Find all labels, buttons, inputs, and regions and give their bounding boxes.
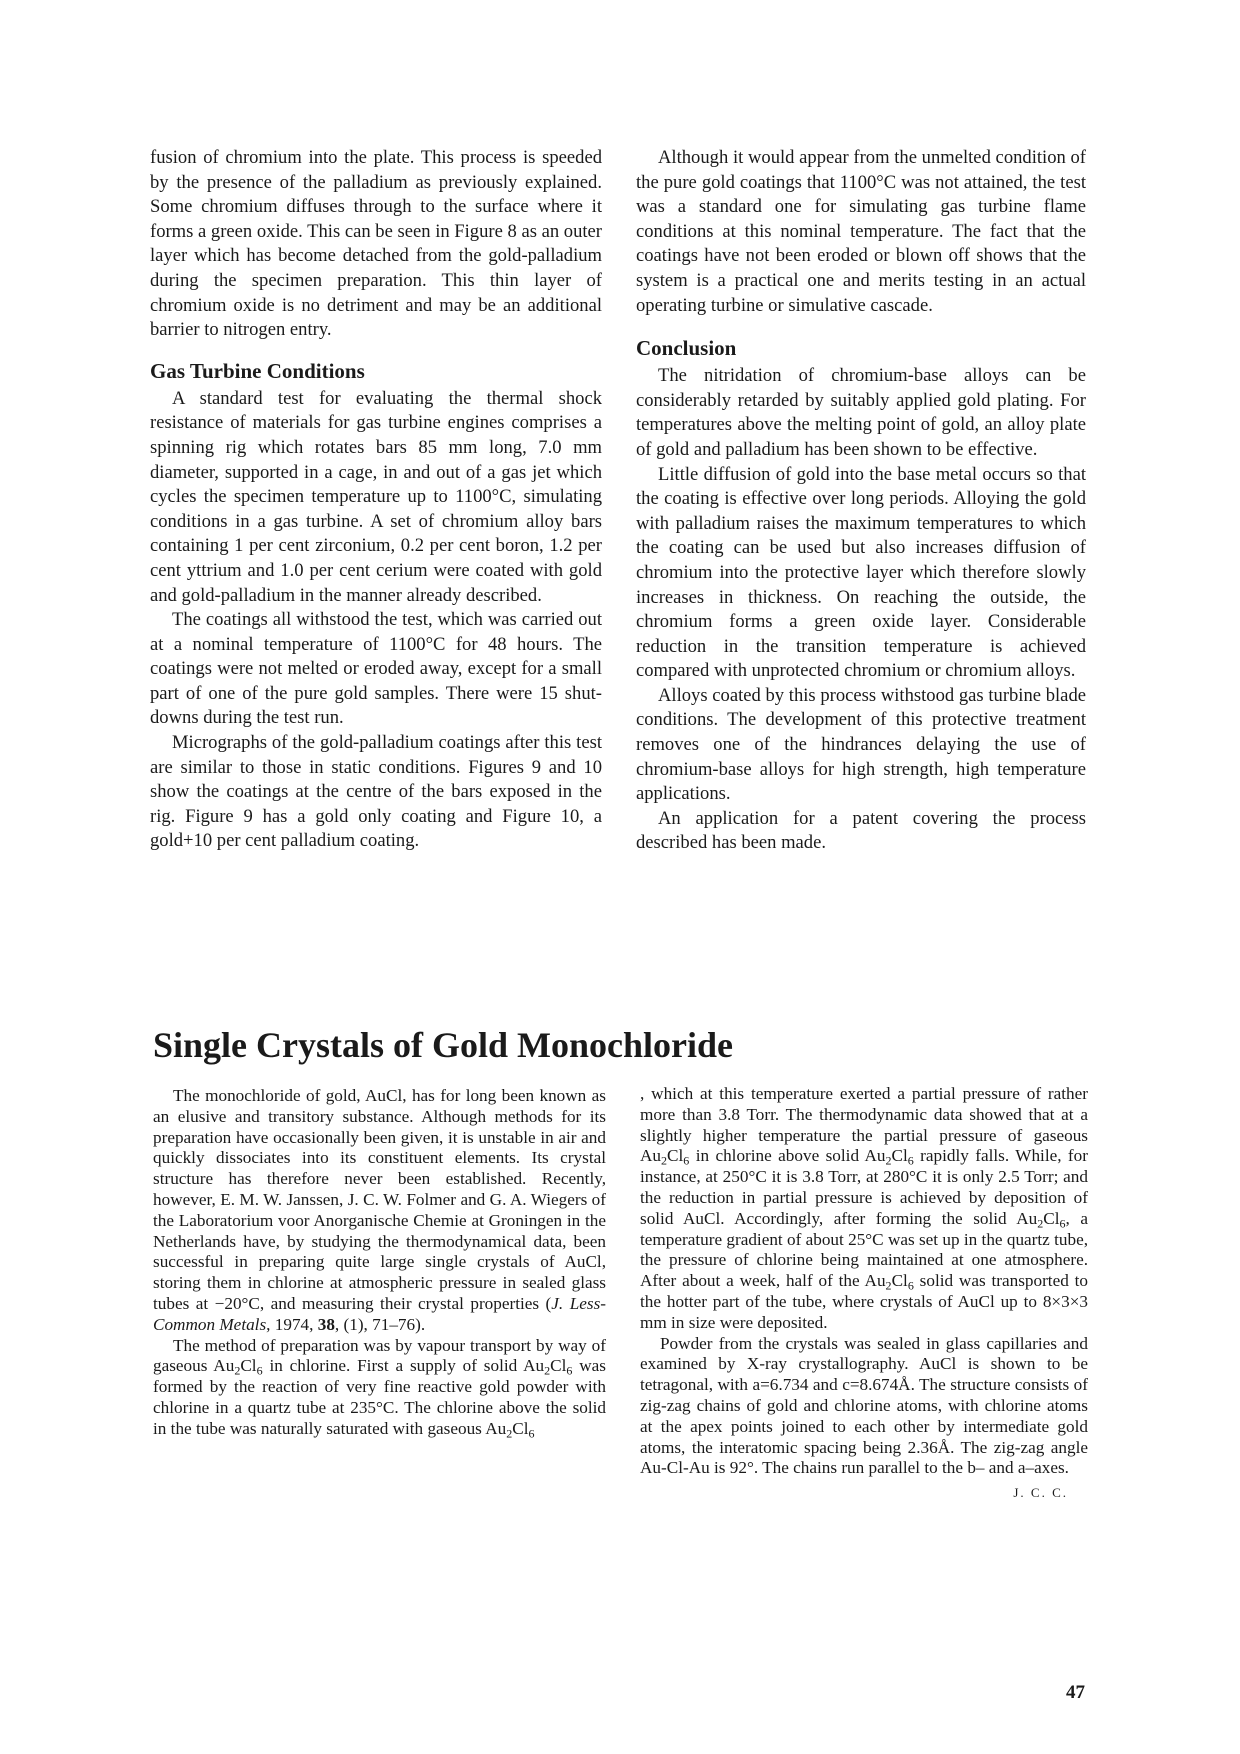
page-number: 47 (1066, 1682, 1085, 1703)
left-column-lower (153, 1086, 606, 1440)
right-column-upper (636, 146, 1086, 856)
paragraph-conclusion-3: Alloys coated by this process withstood gas turbine blade conditions. The development of this protective treatment removes one of the hindrances delaying the use of chromium-base alloys for high strength, high temperature applications. (636, 684, 1086, 805)
paragraph-gas-1: A standard test for evaluating the thermal shock resistance of materials for gas turbine engines comprises a spinning rig which rotates bars 85 mm long, 7.0 mm diameter, supported in a cage, in and out of a gas jet which cycles the specimen temperature up to 1100°C, simulating conditions in a gas turbine. A set of chromium alloy bars containing 1 per cent zirconium, 0.2 per cent boron, 1.2 per cent yttrium and 1.0 per cent cerium were coated with gold and gold-palladium in the manner already described. (150, 387, 602, 606)
paragraph-conclusion-2: Little diffusion of gold into the base metal occurs so that the coating is effective over long periods. Alloying the gold with palladium raises the maximum temperatures to which the coating can be used but also increases diffusion of chromium into the protective layer which therefore slowly increases in thickness. On reaching the outside, the chromium forms a green oxide layer. Considerable reduction in the transition temperature is achieved compared with unprotected chromium or chromium alloys. (636, 463, 1086, 682)
paragraph-article-2-continued: , which at this temperature exerted a partial pressure of rather more than 3.8 Torr. The thermodynamic data showed that at a slightly higher temperature the partial pressure of gaseous $Au_2Cl_6$ in chlorine above solid $Au_2Cl_6$ rapidly falls. While, for instance, at 250°C it is 3.8 Torr, at 280°C it is only 2.5 Torr; and the reduction in partial pressure is achieved by deposition of solid AuCl. Accordingly, after forming the solid $Au_2Cl_6$, a temperature gradient of about 25°C was set up in the quartz tube, the pressure of chlorine being maintained at one atmosphere. After about a week, half of the $Au_2Cl_6$ solid was transported to the hotter part of the tube, where crystals of AuCl up to 8×3×3 mm in size were deposited. (640, 1084, 1088, 1332)
paragraph-gas-2: The coatings all withstood the test, which was carried out at a nominal temperature of 1100°C for 48 hours. The coatings were not melted or eroded away, except for a small part of one of the pure gold samples. There were 15 shut-downs during the test run. (150, 609, 602, 729)
journal-volume: 38 (317, 1314, 335, 1334)
paragraph-intro-continuation: fusion of chromium into the plate. This process is speeded by the presence of the palladium as previously explained. Some chromium diffuses through to the surface where it forms a green oxide. This can be seen in Figure 8 as an outer layer which has become detached from the gold-palladium during the specimen preparation. This thin layer of chromium oxide is no detriment and may be an additional barrier to nitrogen entry. (150, 147, 602, 341)
paragraph-gas-3: Micrographs of the gold-palladium coatings after this test are similar to those in static conditions. Figures 9 and 10 show the coatings at the centre of the bars exposed in the rig. Figure 9 has a gold only coating and Figure 10, a gold+10 per cent palladium coating. (150, 732, 602, 852)
section-heading-conclusion: Conclusion (636, 336, 737, 361)
paragraph-gas-4: Although it would appear from the unmelted condition of the pure gold coatings that 1100°C was not attained, the test was a standard one for simulating gas turbine flame conditions at this nominal temperature. The fact that the coatings have not been eroded or blown off shows that the system is a practical one and merits testing in an actual operating turbine or simulative cascade. (636, 147, 1086, 316)
paragraph-conclusion-4: An application for a patent covering the process described has been made. (636, 807, 1086, 854)
journal-name: J. Less-Common Metals (153, 1293, 607, 1334)
right-column-lower (640, 1084, 1088, 1501)
paragraph-article-3: Powder from the crystals was sealed in glass capillaries and examined by X-ray crystallography. AuCl is shown to be tetragonal, with a=6.734 and c=8.674Å. The structure consists of zig-zag chains of gold and chlorine atoms, with chlorine atoms at the apex points joined to each other by intermediate gold atoms, the interatomic spacing being 2.36Å. The zig-zag angle Au-Cl-Au is 92°. The chains run parallel to the b– and a–axes. (640, 1333, 1088, 1478)
left-column-upper (150, 146, 602, 854)
paragraph-article-2: The method of preparation was by vapour transport by way of gaseous $Au_2Cl_6$ in chlorine. First a supply of solid $Au_2Cl_6$ was formed by the reaction of very fine reactive gold powder with chlorine in a quartz tube at 235°C. The chlorine above the solid in the tube was naturally saturated with gaseous $Au_2Cl_6$ (153, 1335, 606, 1441)
paragraph-article-1: The monochloride of gold, AuCl, has for long been known as an elusive and transitory substance. Although methods for its preparation have occasionally been given, it is unstable in air and quickly dissociates into its constituent elements. Its crystal structure has therefore never been established. Recently, however, E. M. W. Janssen, J. C. W. Folmer and G. A. Wiegers of the Laboratorium voor Anorganische Chemie at Groningen in the Netherlands have, by studying the thermodynamical data, been successful in preparing quite large single crystals of AuCl, storing them in chlorine at atmospheric pressure in sealed glass tubes at −20°C, and measuring their crystal properties (J. Less-Common Metals, 1974, 38, (1), 71–76). (153, 1086, 607, 1334)
paragraph-conclusion-1: The nitridation of chromium-base alloys can be considerably retarded by suitably applied gold plating. For temperatures above the melting point of gold, an alloy plate of gold and palladium has been shown to be effective. (636, 365, 1086, 460)
article-title: Single Crystals of Gold Monochloride (153, 1025, 734, 1065)
author-initials: J. C. C. (1013, 1485, 1068, 1501)
section-heading-gas-turbine: Gas Turbine Conditions (150, 358, 365, 383)
